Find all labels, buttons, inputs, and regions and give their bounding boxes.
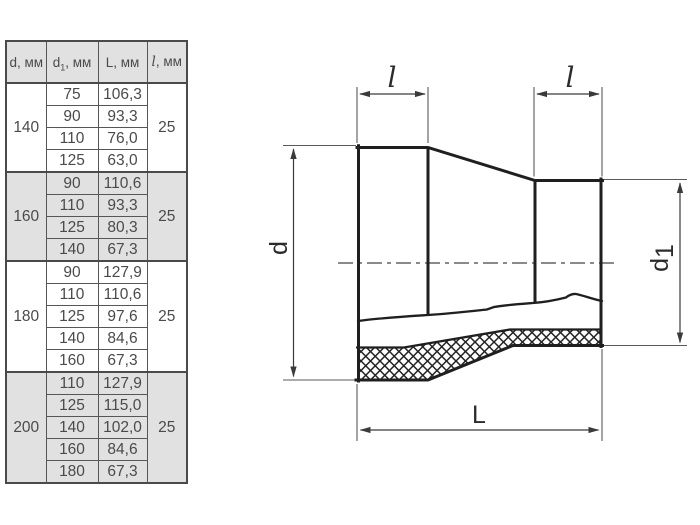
header-L-label: L (105, 54, 114, 70)
cell-d1: 125 (46, 306, 98, 328)
cell-L: 115,0 (98, 395, 147, 417)
cell-L: 127,9 (98, 261, 147, 284)
cell-L: 84,6 (98, 439, 147, 461)
cell-d1: 90 (46, 261, 98, 284)
col-header-l: l, мм (147, 41, 187, 83)
cell-d1: 90 (46, 172, 98, 195)
cell-d: 180 (6, 261, 46, 372)
col-header-L: L, мм (98, 41, 147, 83)
cell-l: 25 (147, 172, 187, 261)
col-header-d1: $d_1$, мм (46, 41, 98, 83)
cell-d: 160 (6, 172, 46, 261)
cell-d1: 140 (46, 417, 98, 439)
cell-d: 140 (6, 83, 46, 172)
cell-d1: 180 (46, 461, 98, 484)
cell-L: 80,3 (98, 217, 147, 239)
crosshatch-section (357, 330, 601, 380)
cell-L: 127,9 (98, 372, 147, 395)
dim-label-l-right: l (565, 61, 575, 94)
cell-d1: 140 (46, 328, 98, 350)
col-header-d: d, мм (6, 41, 46, 83)
cell-d: 200 (6, 372, 46, 483)
dim-label-d: d (265, 241, 293, 255)
cell-L: 97,6 (98, 306, 147, 328)
cell-L: 67,3 (98, 461, 147, 484)
cell-d1: 140 (46, 239, 98, 262)
cell-L: 93,3 (98, 106, 147, 128)
cell-L: 110,6 (98, 172, 147, 195)
dim-label-d1: d1 (646, 244, 679, 272)
cell-L: 110,6 (98, 284, 147, 306)
cell-L: 106,3 (98, 83, 147, 106)
cell-L: 102,0 (98, 417, 147, 439)
cell-d1: 160 (46, 439, 98, 461)
cell-d1: 75 (46, 83, 98, 106)
cell-d1: 110 (46, 128, 98, 150)
cell-d1: 160 (46, 350, 98, 373)
cell-d1: 125 (46, 395, 98, 417)
cell-d1: 125 (46, 217, 98, 239)
dim-label-l-left: l (387, 61, 397, 94)
break-line (358, 294, 602, 321)
cell-L: 67,3 (98, 350, 147, 373)
header-d1-label: d (52, 54, 61, 70)
cell-d1: 90 (46, 106, 98, 128)
dim-label-L: L (472, 401, 486, 429)
cell-L: 67,3 (98, 239, 147, 262)
cell-l: 25 (147, 83, 187, 172)
header-l-label: l (151, 54, 156, 70)
cell-l: 25 (147, 372, 187, 483)
header-d-label: d (9, 54, 17, 70)
cell-L: 84,6 (98, 328, 147, 350)
cell-L: 63,0 (98, 150, 147, 173)
cell-d1: 110 (46, 372, 98, 395)
cell-L: 76,0 (98, 128, 147, 150)
cell-l: 25 (147, 261, 187, 372)
cell-d1: 110 (46, 195, 98, 217)
extension-lines (283, 87, 687, 441)
cell-d1: 110 (46, 284, 98, 306)
cell-L: 93,3 (98, 195, 147, 217)
cell-d1: 125 (46, 150, 98, 173)
